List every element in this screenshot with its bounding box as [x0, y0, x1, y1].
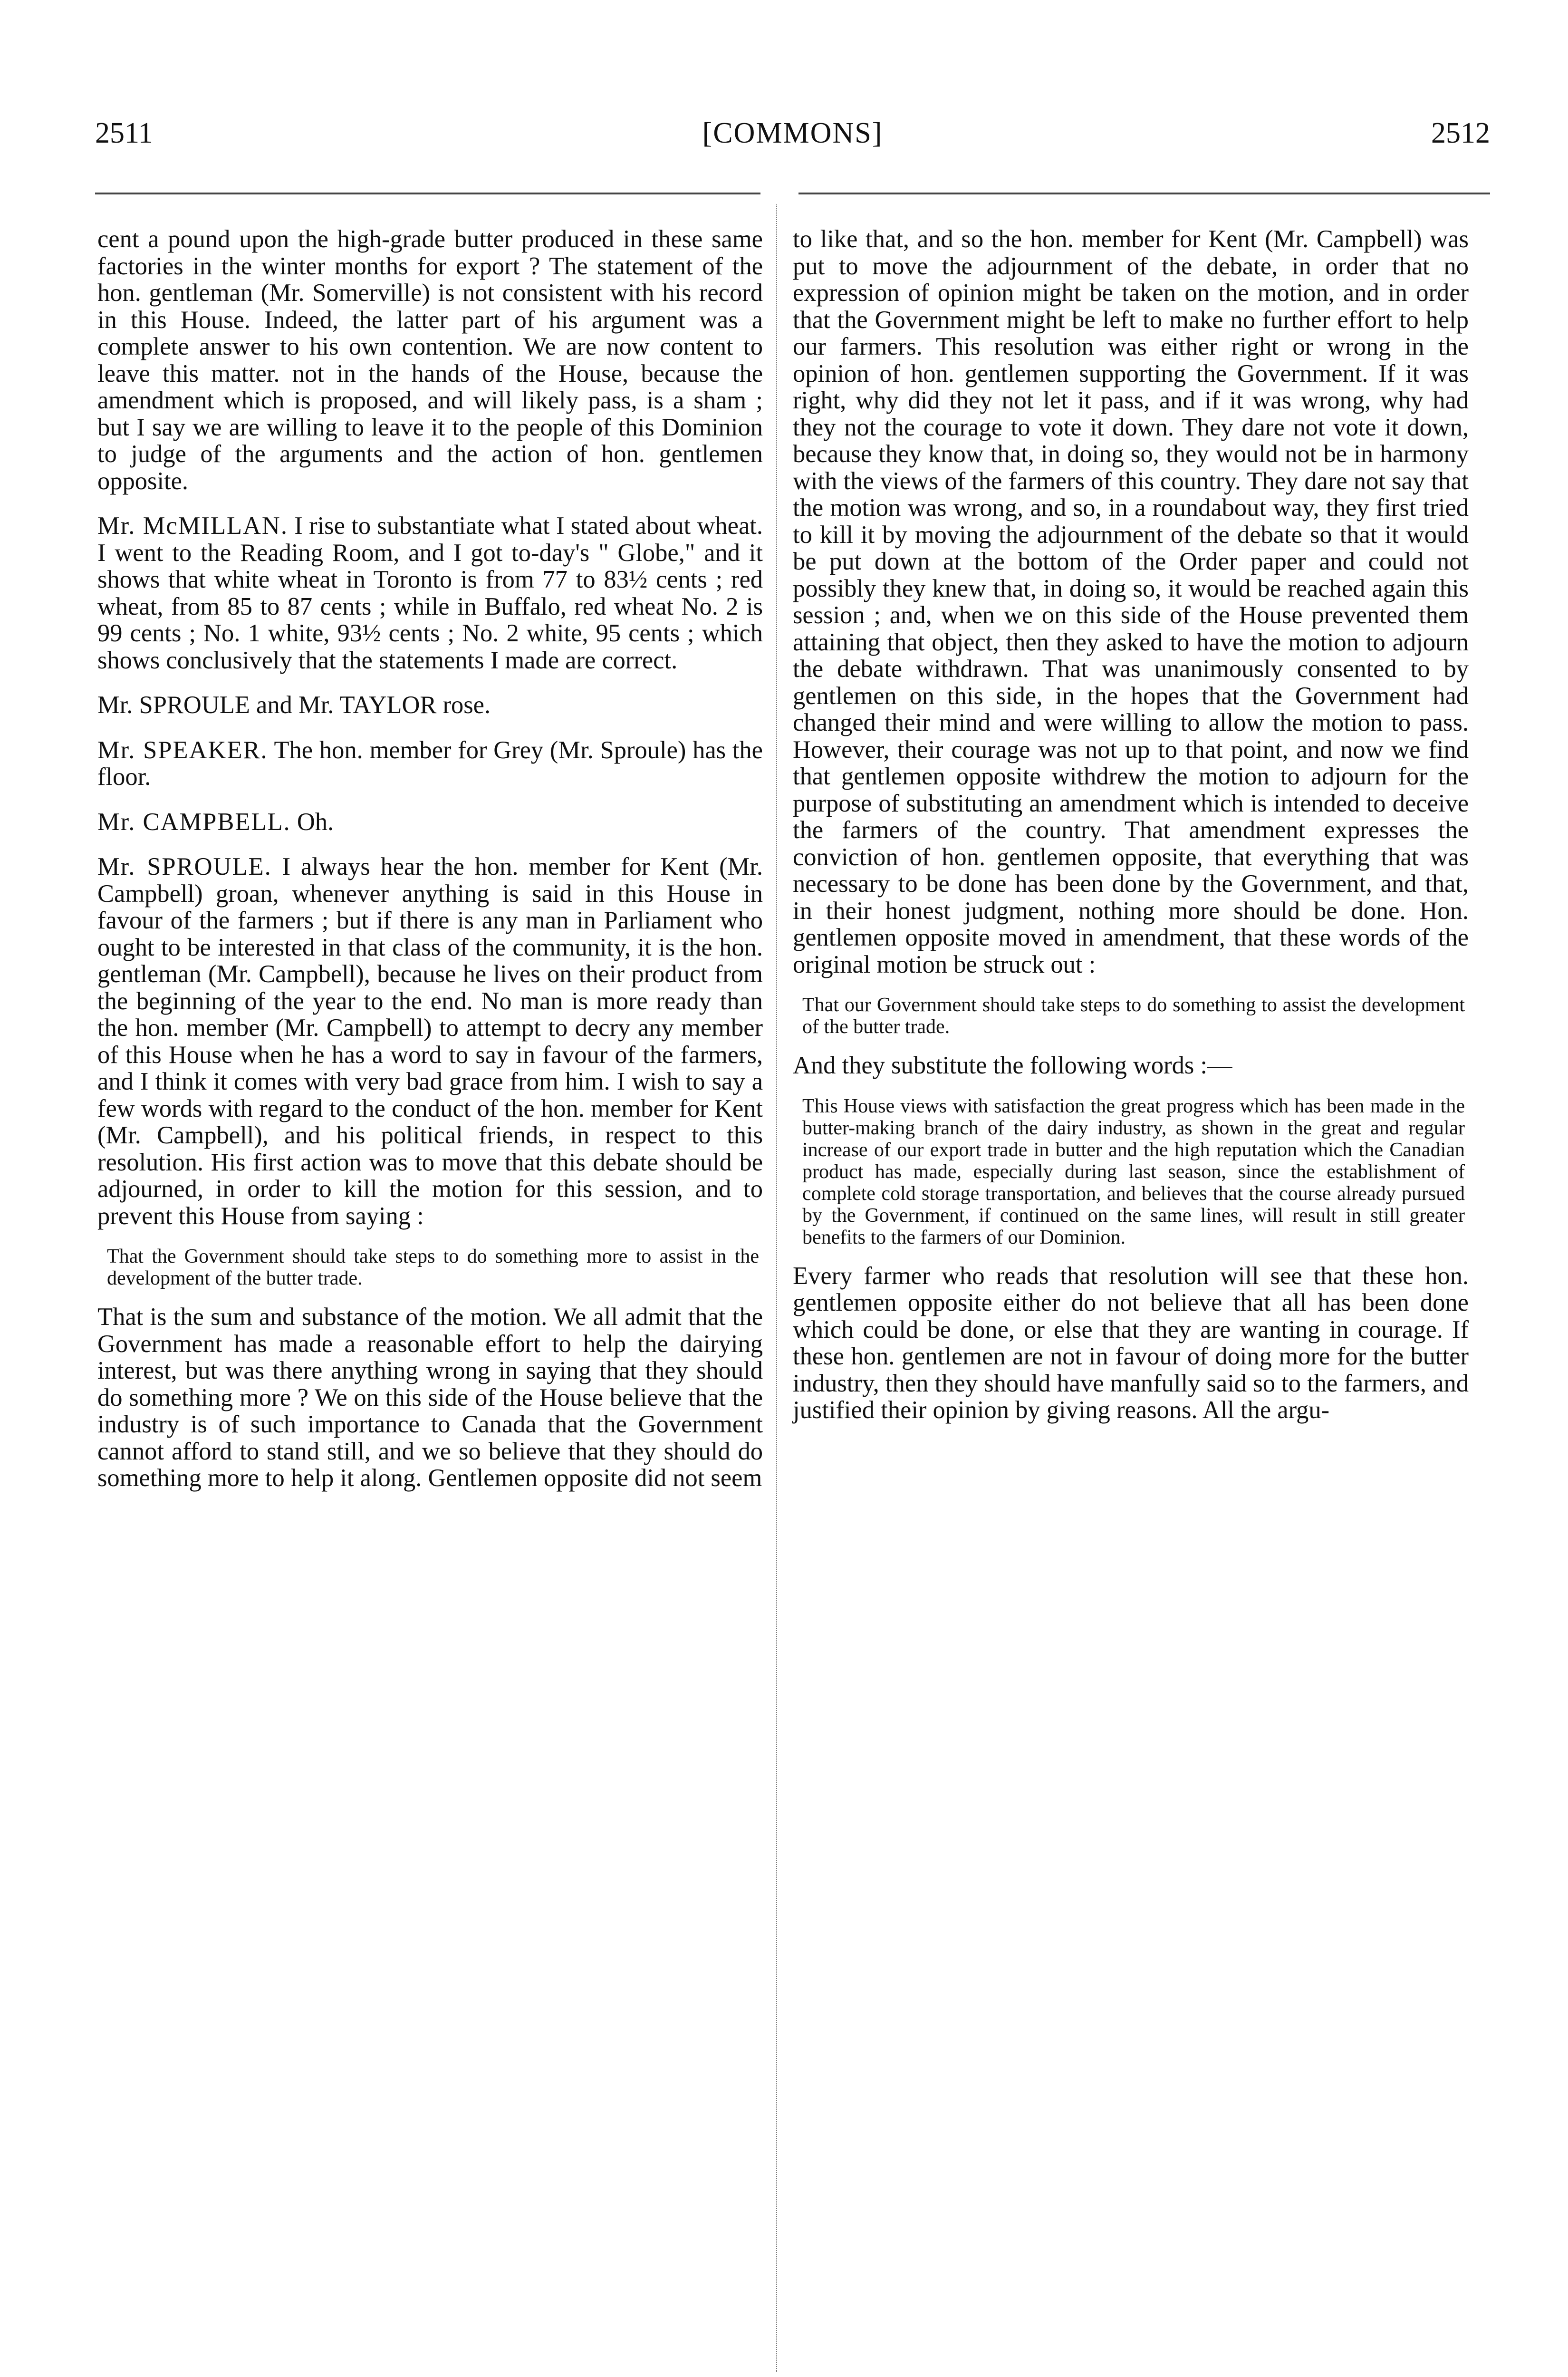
- speech-text: I always hear the hon. member for Kent (Mr. Campbell) groan, whenever anything is said in this House in favour of the farmers ; but if there is any man in Parliament who ought to be interested in that class of the community, it is the hon. gentleman (Mr. Campbell), because he lives on their product from the beginning of the year to the end. No man is more ready than the hon. member (Mr. Campbell) to attempt to decry any member of this House when he has a word to say in favour of the farmers, and I think it comes with very bad grace from him. I wish to say a few words with regard to the conduct of the hon. member for Kent (Mr. Campbell), and his political friends, in respect to this resolution. His first action was to move that this debate should be adjourned, in order to kill the motion for this session, and to prevent this House from saying :: [97, 853, 763, 1230]
- speech-text: The hon. member for Grey (Mr. Sproule) has the floor.: [97, 736, 763, 791]
- speech-paragraph: [97, 737, 763, 791]
- paragraph: Every farmer who reads that resolution will see that these hon. gentlemen opposite either do not believe that all has been done which could be done, or else that they are wanting in courage. If these hon. gentlemen are not in favour of doing more for the butter industry, then they should have manfully said so to the farmers, and justified their opinion by giving reasons. All the argu-: [793, 1262, 1469, 1424]
- header-rule-right: [798, 193, 1490, 194]
- speaker-name: Mr. SPEAKER.: [97, 736, 268, 764]
- page-header: [95, 112, 1490, 155]
- quoted-motion: That our Government should take steps to do something to assist the development of the butter trade.: [802, 994, 1465, 1038]
- paragraph: cent a pound upon the high-grade butter produced in these same factories in the winter months for export ? The statement of the hon. gentleman (Mr. Somerville) is not consistent with his record in this House. Indeed, the latter part of his argument was a complete answer to his own contention. We are now content to leave this matter. not in the hands of the House, because the amendment which is proposed, and will likely pass, is a sham ; but I say we are willing to leave it to the people of this Dominion to judge of the arguments and the action of hon. gentlemen opposite.: [97, 225, 763, 495]
- paragraph: Mr. SPROULE and Mr. TAYLOR rose.: [97, 691, 491, 719]
- page-title: [COMMONS]: [702, 117, 883, 149]
- speaker-name: Mr. CAMPBELL.: [97, 808, 291, 836]
- speaker-name: Mr. SPROULE.: [97, 853, 272, 880]
- left-column: [97, 226, 763, 1492]
- speech-paragraph: [97, 809, 763, 836]
- paragraph: And they substitute the following words :—: [793, 1052, 1232, 1079]
- page-number-left: 2511: [95, 117, 153, 149]
- speech-text: Oh.: [290, 808, 334, 836]
- quoted-amendment: This House views with satisfaction the great progress which has been made in the butter-making branch of the dairy industry, as shown in the great and regular increase of our export trade in butter and the high reputation which the Canadian product has made, especially during last season, since the establishment of complete cold storage transportation, and believes that the course already pursued by the Government, if continued on the same lines, will result in still greater benefits to the farmers of our Dominion.: [802, 1095, 1465, 1248]
- paragraph: That is the sum and substance of the motion. We all admit that the Government has made a reasonable effort to help the dairying interest, but was there anything wrong in saying that they should do something more ? We on this side of the House believe that the industry is of such importance to Canada that the Government cannot afford to stand still, and we so believe that they should do something more to help it along. Gentlemen opposite did not seem: [97, 1303, 763, 1492]
- paragraph: to like that, and so the hon. member for Kent (Mr. Campbell) was put to move the adjournment of the debate, in order that no expression of opinion might be taken on the motion, and in order that the Government might be left to make no further effort to help our farmers. This resolution was either right or wrong in the opinion of hon. gentlemen supporting the Government. If it was right, why did they not let it pass, and if it was wrong, why had they not the courage to vote it down. They dare not vote it down, because they know that, in doing so, they would not be in harmony with the views of the farmers of this country. They dare not say that the motion was wrong, and so, in a roundabout way, they first tried to kill it by moving the adjournment of the debate so that it would be put down at the bottom of the Order paper and could not possibly they knew that, in doing so, it would be reached again this session ; and, when we on this side of the House prevented them attaining that object, then they asked to have the motion to adjourn the debate withdrawn. That was unanimously consented to by gentlemen on this side, in the hopes that the Government had changed their mind and were willing to allow the motion to pass. However, their courage was not up to that point, and now we find that gentlemen opposite withdrew the motion to adjourn for the purpose of substituting an amendment which is intended to deceive the farmers of the country. That amendment expresses the conviction of hon. gentlemen opposite, that everything that was necessary to be done has been done by the Government, and that, in their honest judgment, nothing more should be done. Hon. gentlemen opposite moved in amendment, that these words of the original motion be struck out :: [793, 225, 1469, 978]
- right-column: [793, 226, 1469, 1424]
- quoted-motion: That the Government should take steps to do something more to assist in the development of the butter trade.: [107, 1246, 759, 1289]
- speech-paragraph: [97, 512, 763, 674]
- page-number-right: 2512: [1431, 117, 1490, 149]
- speech-paragraph: [97, 853, 763, 1229]
- speaker-name: Mr. McMILLAN.: [97, 512, 288, 540]
- speech-text: I rise to substantiate what I stated about wheat. I went to the Reading Room, and I got to-day's " Globe," and it shows that white wheat in Toronto is from 77 to 83½ cents ; red wheat, from 85 to 87 cents ; while in Buffalo, red wheat No. 2 is 99 cents ; No. 1 white, 93½ cents ; No. 2 white, 95 cents ; which shows conclusively that the statements I made are correct.: [97, 512, 763, 674]
- header-rule-left: [95, 193, 760, 194]
- column-divider: [776, 204, 777, 2372]
